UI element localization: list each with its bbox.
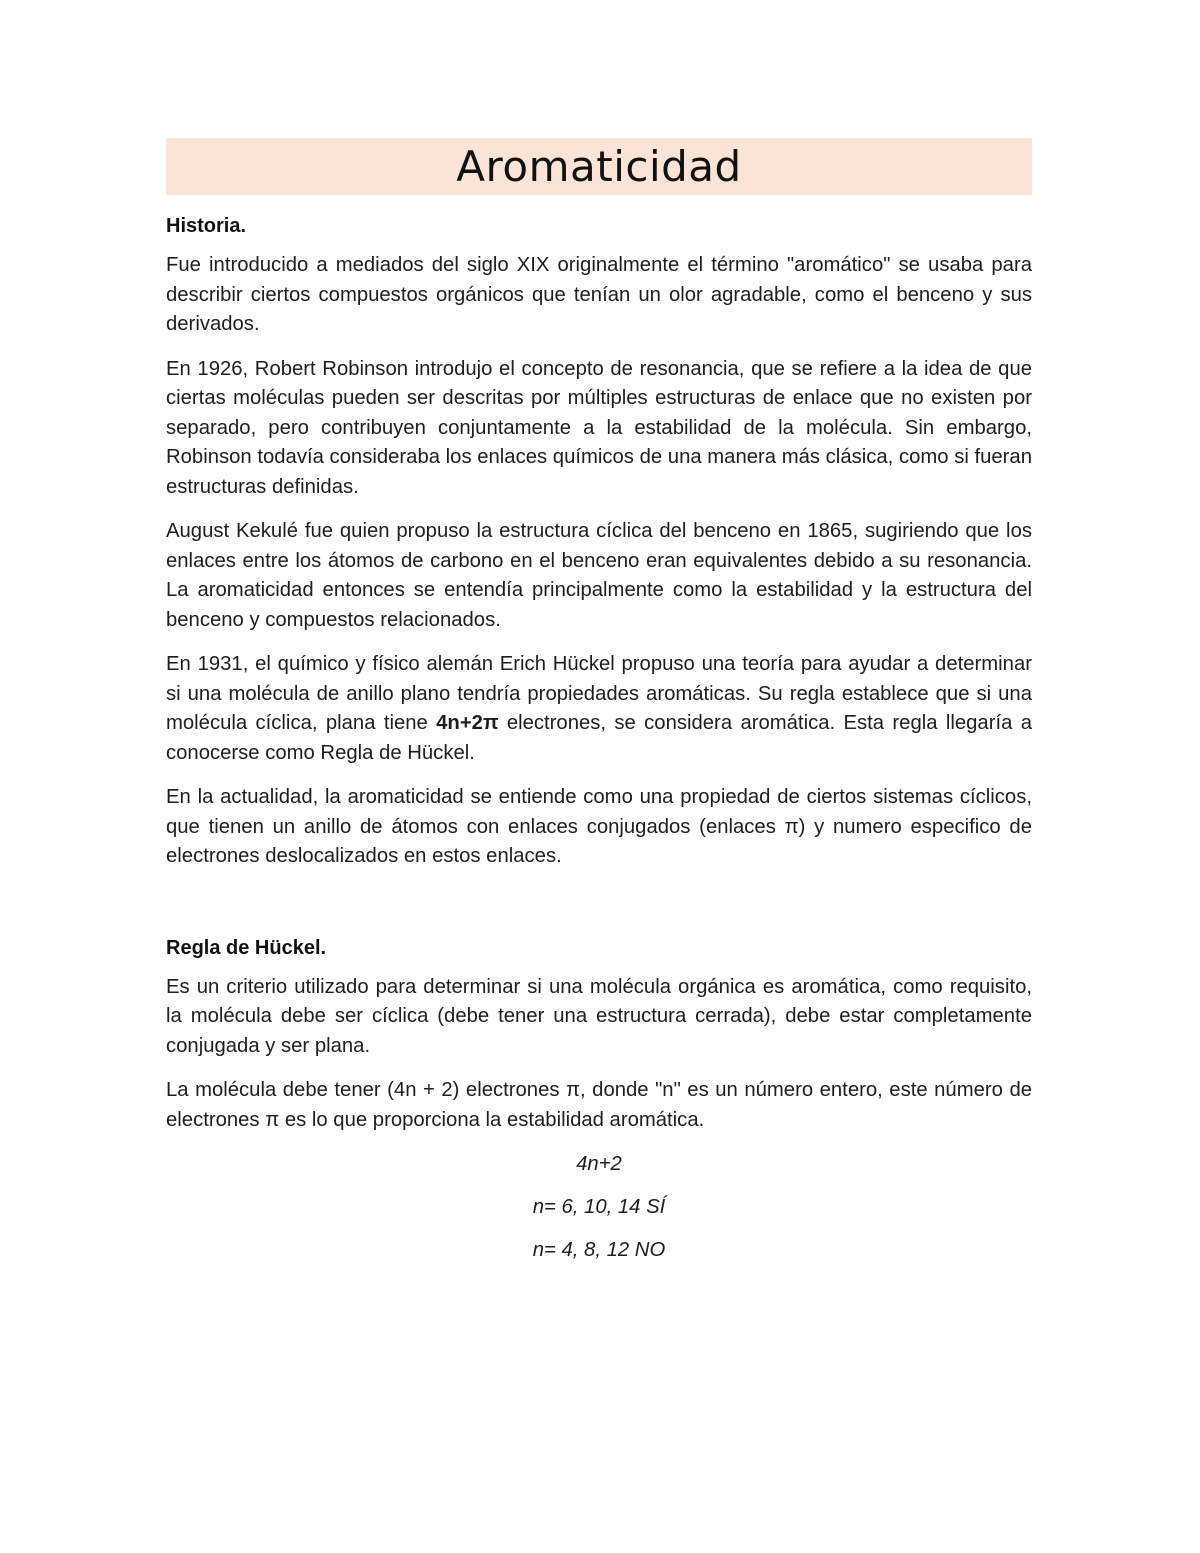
huckel-formula-bold: 4n+2π [436, 712, 499, 734]
paragraph-historia-4 [166, 650, 1032, 768]
document-title: Aromaticidad [456, 141, 742, 191]
formula-aromatic-no: n= 4, 8, 12 NO [532, 1239, 666, 1261]
title-banner [166, 138, 1032, 195]
paragraph-historia-1: Fue introducido a mediados del siglo XIX originalmente el término "aromático" se usaba para describir ciertos compuestos orgánicos que tenían un olor agradable, como el benceno y sus derivados. [166, 254, 1032, 335]
paragraph-historia-3: August Kekulé fue quien propuso la estructura cíclica del benceno en 1865, sugiriendo que los enlaces entre los átomos de carbono en el benceno eran equivalentes debido a su resonancia. La aromaticidad entonces se entendía principalmente como la estabilidad y la estructura del benceno y compuestos relacionados. [166, 520, 1032, 631]
section-heading-historia: Historia. [166, 215, 247, 237]
paragraph-historia-2: En 1926, Robert Robinson introdujo el concepto de resonancia, que se refiere a la idea de que ciertas moléculas pueden ser descritas por múltiples estructuras de enlace que no existen por separado, pero contribuyen conjuntamente a la estabilidad de la molécula. Sin embargo, Robinson todavía consideraba los enlaces químicos de una manera más clásica, como si fueran estructuras definidas. [166, 357, 1032, 498]
paragraph-text: En 1931, el químico y físico alemán Erich Hückel propuso una teoría para ayudar a determinar si una molécula de anillo plano tendría propiedades aromáticas. Su regla establece que si una molécula cíclica, plana tiene [166, 653, 1032, 734]
section-heading-regla-huckel: Regla de Hückel. [166, 936, 327, 959]
document-page [166, 138, 1032, 1262]
paragraph-regla-2: La molécula debe tener (4n + 2) electrones π, donde "n" es un número entero, este número de electrones π es lo que proporciona la estabilidad aromática. [166, 1079, 1032, 1131]
paragraph-regla-1: Es un criterio utilizado para determinar si una molécula orgánica es aromática, como requisito, la molécula debe ser cíclica (debe tener una estructura cerrada), debe estar completamente conjugada y ser plana. [166, 975, 1032, 1057]
paragraph-text: electrones, se considera aromática. Esta regla llegaría a conocerse como Regla de Hückel. [166, 712, 1032, 764]
formula-general: 4n+2 [576, 1153, 622, 1175]
formula-aromatic-yes: n= 6, 10, 14 SÍ [532, 1196, 666, 1218]
paragraph-historia-5: En la actualidad, la aromaticidad se entiende como una propiedad de ciertos sistemas cíclicos, que tienen un anillo de átomos con enlaces conjugados (enlaces π) y numero especifico de electrones deslocalizados en estos enlaces. [166, 786, 1032, 867]
